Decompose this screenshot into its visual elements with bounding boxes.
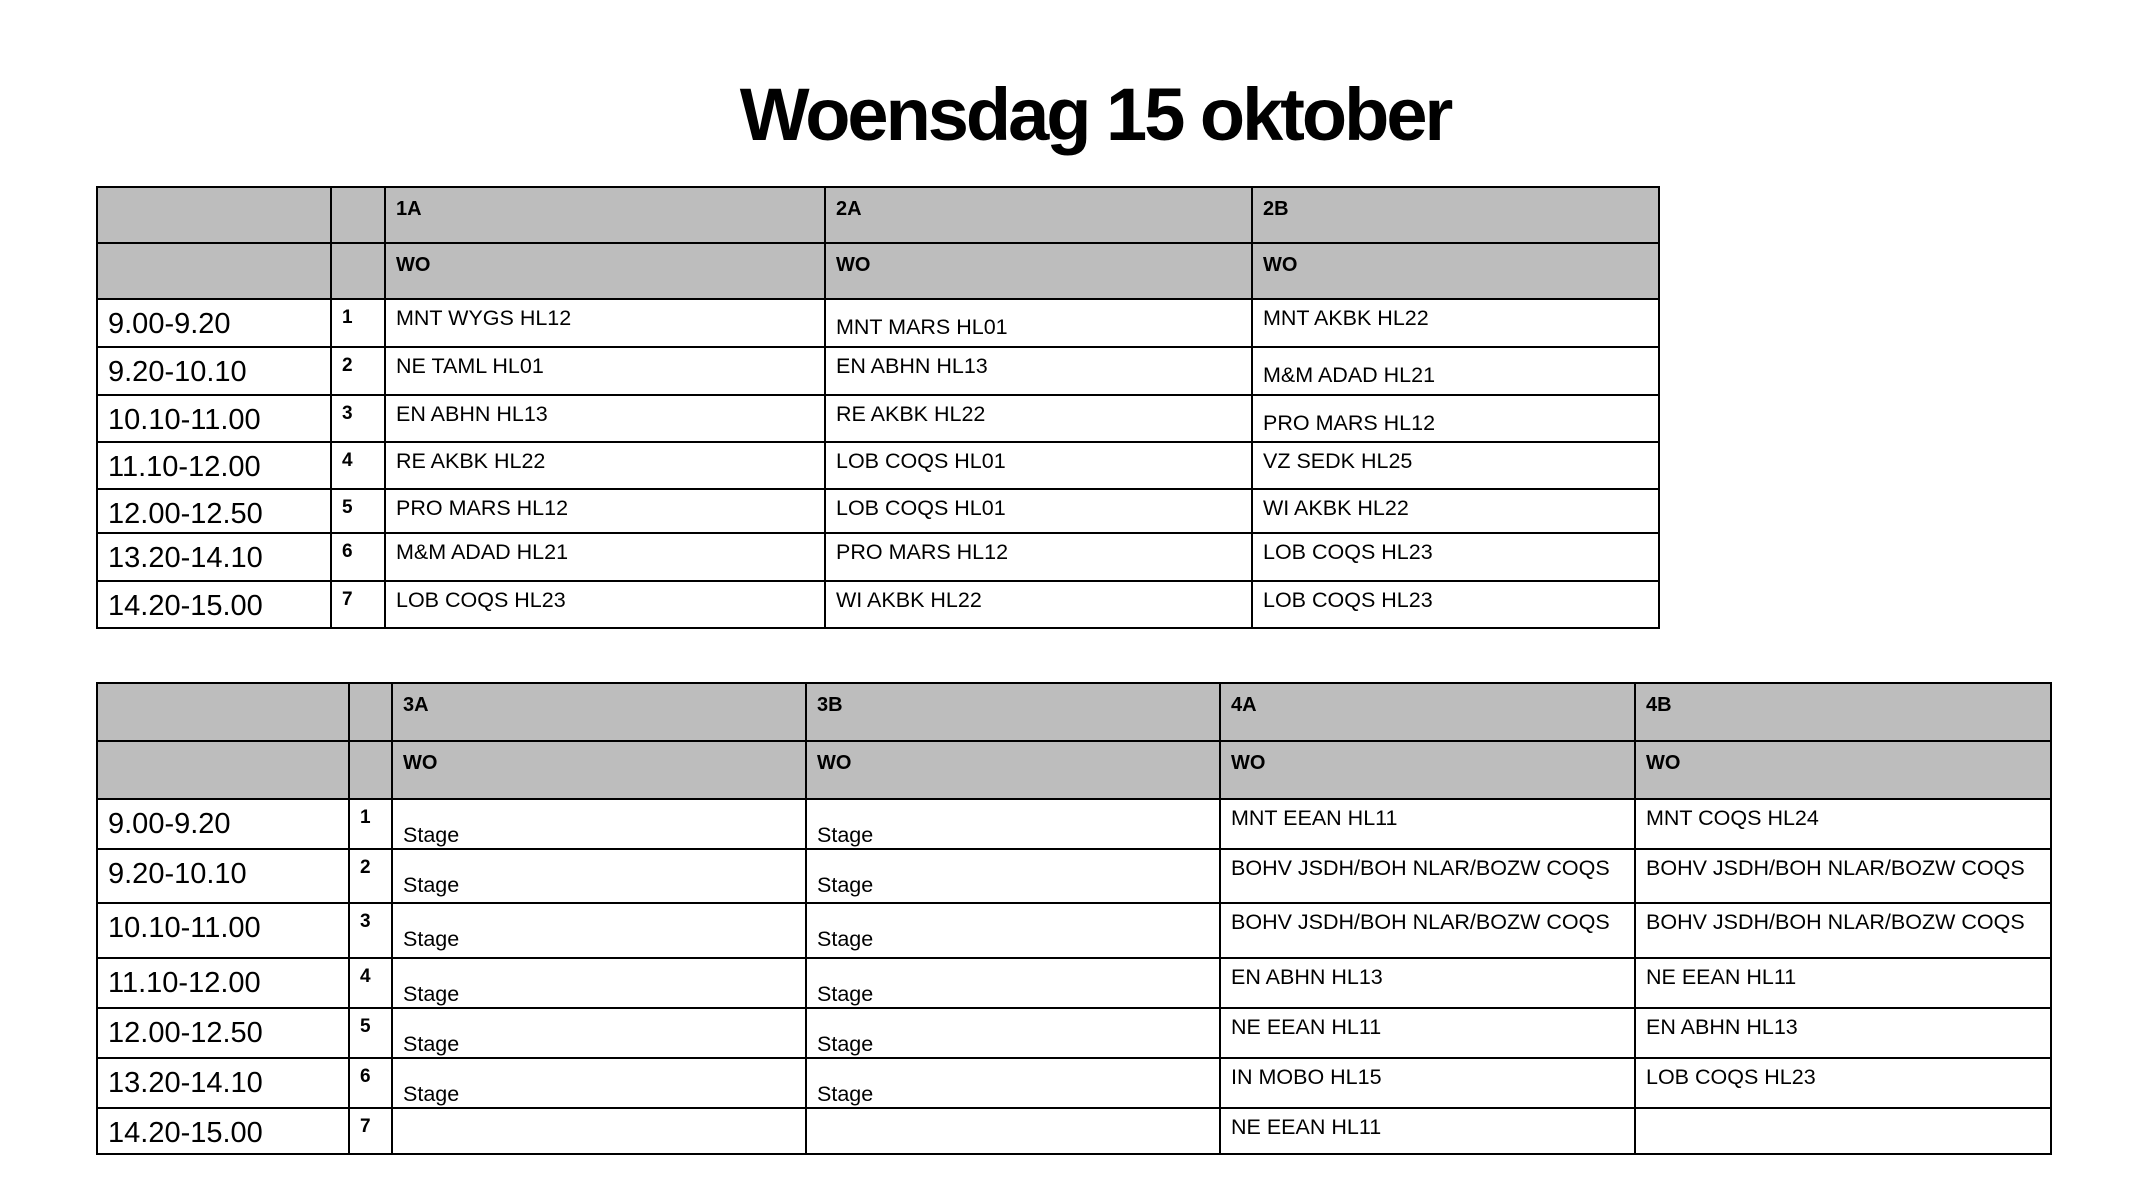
lesson-cell: WI AKBK HL22 bbox=[825, 581, 1252, 628]
subject-label: WO bbox=[806, 741, 1220, 799]
lesson-cell: Stage bbox=[806, 799, 1220, 849]
lesson-cell: LOB COQS HL23 bbox=[1252, 533, 1659, 581]
lesson-cell: VZ SEDK HL25 bbox=[1252, 442, 1659, 489]
lesson-cell: Stage bbox=[392, 1008, 806, 1058]
table-row bbox=[97, 299, 1659, 347]
time-slot: 13.20-14.10 bbox=[97, 1058, 349, 1108]
table-row bbox=[97, 799, 2051, 849]
lesson-cell bbox=[806, 1108, 1220, 1154]
lesson-cell: Stage bbox=[806, 849, 1220, 903]
time-slot: 12.00-12.50 bbox=[97, 489, 331, 533]
lesson-cell bbox=[1635, 1108, 2051, 1154]
lesson-cell: IN MOBO HL15 bbox=[1220, 1058, 1635, 1108]
period-number: 7 bbox=[331, 581, 385, 628]
period-number: 6 bbox=[349, 1058, 392, 1108]
table-row bbox=[97, 1058, 2051, 1108]
lesson-cell: LOB COQS HL23 bbox=[1252, 581, 1659, 628]
schedule-table-2 bbox=[96, 682, 2052, 1155]
class-label: 2B bbox=[1252, 187, 1659, 243]
period-number: 6 bbox=[331, 533, 385, 581]
table-row bbox=[97, 533, 1659, 581]
lesson-cell: M&M ADAD HL21 bbox=[1252, 347, 1659, 395]
time-slot: 11.10-12.00 bbox=[97, 958, 349, 1008]
lesson-cell: Stage bbox=[806, 903, 1220, 958]
table-row bbox=[97, 1008, 2051, 1058]
lesson-cell: Stage bbox=[392, 799, 806, 849]
lesson-cell: MNT AKBK HL22 bbox=[1252, 299, 1659, 347]
empty-header-cell bbox=[97, 187, 331, 243]
subject-label: WO bbox=[1220, 741, 1635, 799]
empty-header-cell bbox=[97, 741, 349, 799]
period-number: 4 bbox=[349, 958, 392, 1008]
period-number: 2 bbox=[331, 347, 385, 395]
lesson-cell: NE EEAN HL11 bbox=[1635, 958, 2051, 1008]
lesson-cell: NE EEAN HL11 bbox=[1220, 1108, 1635, 1154]
lesson-cell: Stage bbox=[392, 1058, 806, 1108]
lesson-cell: PRO MARS HL12 bbox=[825, 533, 1252, 581]
class-label: 2A bbox=[825, 187, 1252, 243]
table-row bbox=[97, 442, 1659, 489]
time-slot: 9.20-10.10 bbox=[97, 849, 349, 903]
lesson-cell: Stage bbox=[806, 958, 1220, 1008]
time-slot: 11.10-12.00 bbox=[97, 442, 331, 489]
lesson-cell: PRO MARS HL12 bbox=[385, 489, 825, 533]
lesson-cell: MNT WYGS HL12 bbox=[385, 299, 825, 347]
class-label: 3A bbox=[392, 683, 806, 741]
lesson-cell: MNT MARS HL01 bbox=[825, 299, 1252, 347]
table-row bbox=[97, 581, 1659, 628]
lesson-cell: Stage bbox=[806, 1058, 1220, 1108]
schedule-table-1 bbox=[96, 186, 1660, 629]
time-slot: 14.20-15.00 bbox=[97, 1108, 349, 1154]
period-number: 5 bbox=[349, 1008, 392, 1058]
time-slot: 9.00-9.20 bbox=[97, 799, 349, 849]
lesson-cell: Stage bbox=[392, 903, 806, 958]
table-row bbox=[97, 958, 2051, 1008]
empty-header-cell bbox=[331, 243, 385, 299]
class-label: 1A bbox=[385, 187, 825, 243]
lesson-cell: PRO MARS HL12 bbox=[1252, 395, 1659, 442]
time-slot: 13.20-14.10 bbox=[97, 533, 331, 581]
lesson-cell: RE AKBK HL22 bbox=[825, 395, 1252, 442]
class-label: 4B bbox=[1635, 683, 2051, 741]
subject-label: WO bbox=[385, 243, 825, 299]
empty-header-cell bbox=[349, 741, 392, 799]
lesson-cell: RE AKBK HL22 bbox=[385, 442, 825, 489]
subject-header-row bbox=[97, 243, 1659, 299]
lesson-cell bbox=[392, 1108, 806, 1154]
time-slot: 12.00-12.50 bbox=[97, 1008, 349, 1058]
period-number: 1 bbox=[331, 299, 385, 347]
lesson-cell: EN ABHN HL13 bbox=[1220, 958, 1635, 1008]
class-header-row bbox=[97, 187, 1659, 243]
period-number: 4 bbox=[331, 442, 385, 489]
empty-header-cell bbox=[331, 187, 385, 243]
lesson-cell: EN ABHN HL13 bbox=[1635, 1008, 2051, 1058]
period-number: 3 bbox=[331, 395, 385, 442]
lesson-cell: MNT EEAN HL11 bbox=[1220, 799, 1635, 849]
empty-header-cell bbox=[97, 243, 331, 299]
subject-label: WO bbox=[1252, 243, 1659, 299]
table-row bbox=[97, 1108, 2051, 1154]
subject-label: WO bbox=[825, 243, 1252, 299]
lesson-cell: EN ABHN HL13 bbox=[825, 347, 1252, 395]
lesson-cell: MNT COQS HL24 bbox=[1635, 799, 2051, 849]
lesson-cell: LOB COQS HL01 bbox=[825, 489, 1252, 533]
empty-header-cell bbox=[349, 683, 392, 741]
lesson-cell: LOB COQS HL23 bbox=[1635, 1058, 2051, 1108]
table-row bbox=[97, 347, 1659, 395]
time-slot: 14.20-15.00 bbox=[97, 581, 331, 628]
lesson-cell: Stage bbox=[392, 958, 806, 1008]
subject-label: WO bbox=[392, 741, 806, 799]
table-row bbox=[97, 395, 1659, 442]
lesson-cell: Stage bbox=[806, 1008, 1220, 1058]
class-header-row bbox=[97, 683, 2051, 741]
period-number: 5 bbox=[331, 489, 385, 533]
table-row bbox=[97, 849, 2051, 903]
lesson-cell: LOB COQS HL01 bbox=[825, 442, 1252, 489]
lesson-cell: EN ABHN HL13 bbox=[385, 395, 825, 442]
period-number: 7 bbox=[349, 1108, 392, 1154]
lesson-cell: M&M ADAD HL21 bbox=[385, 533, 825, 581]
class-label: 4A bbox=[1220, 683, 1635, 741]
time-slot: 9.20-10.10 bbox=[97, 347, 331, 395]
lesson-cell: NE TAML HL01 bbox=[385, 347, 825, 395]
lesson-cell: BOHV JSDH/BOH NLAR/BOZW COQS bbox=[1635, 849, 2051, 903]
lesson-cell: BOHV JSDH/BOH NLAR/BOZW COQS bbox=[1220, 903, 1635, 958]
lesson-cell: LOB COQS HL23 bbox=[385, 581, 825, 628]
lesson-cell: Stage bbox=[392, 849, 806, 903]
lesson-cell: NE EEAN HL11 bbox=[1220, 1008, 1635, 1058]
subject-label: WO bbox=[1635, 741, 2051, 799]
time-slot: 10.10-11.00 bbox=[97, 903, 349, 958]
lesson-cell: WI AKBK HL22 bbox=[1252, 489, 1659, 533]
subject-header-row bbox=[97, 741, 2051, 799]
period-number: 3 bbox=[349, 903, 392, 958]
class-label: 3B bbox=[806, 683, 1220, 741]
table-row bbox=[97, 489, 1659, 533]
period-number: 1 bbox=[349, 799, 392, 849]
empty-header-cell bbox=[97, 683, 349, 741]
lesson-cell: BOHV JSDH/BOH NLAR/BOZW COQS bbox=[1220, 849, 1635, 903]
time-slot: 10.10-11.00 bbox=[97, 395, 331, 442]
time-slot: 9.00-9.20 bbox=[97, 299, 331, 347]
page-title: Woensdag 15 oktober bbox=[739, 73, 1451, 156]
lesson-cell: BOHV JSDH/BOH NLAR/BOZW COQS bbox=[1635, 903, 2051, 958]
period-number: 2 bbox=[349, 849, 392, 903]
table-row bbox=[97, 903, 2051, 958]
